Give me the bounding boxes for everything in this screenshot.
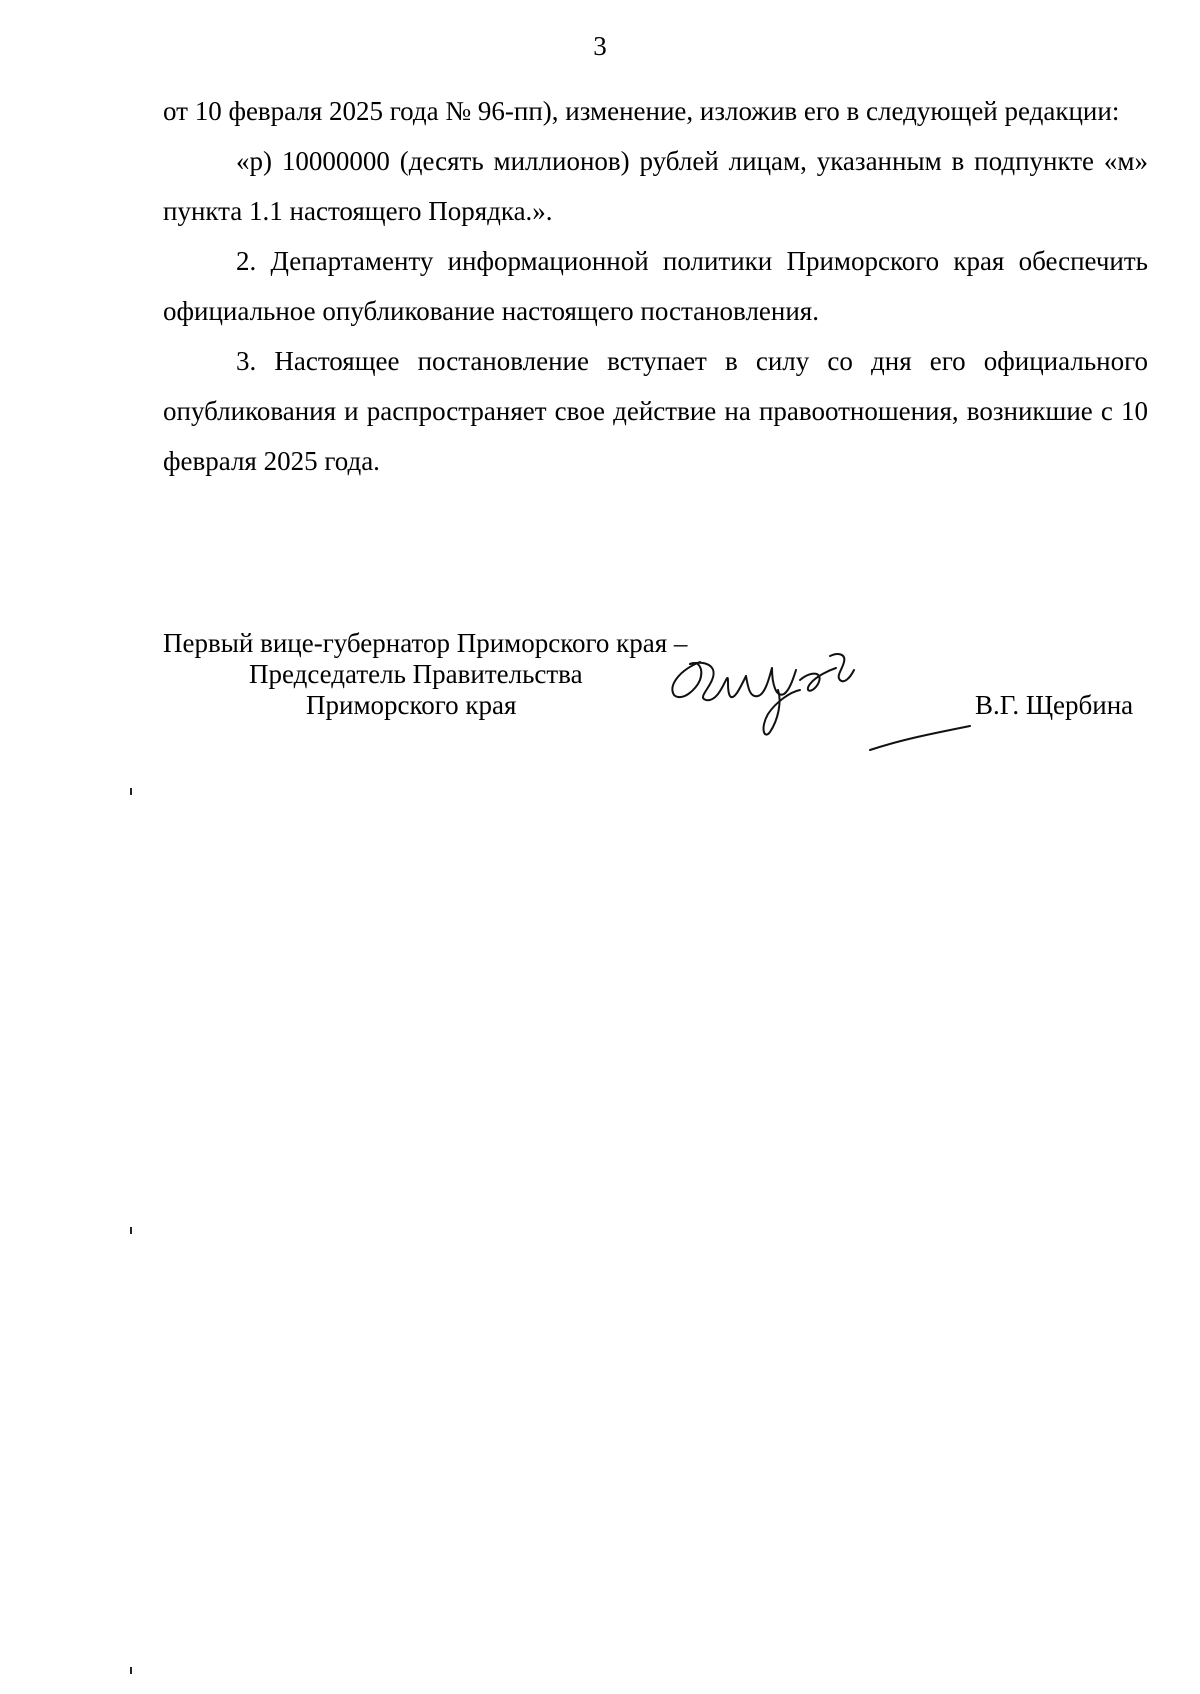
document-body xyxy=(163,86,1148,486)
scan-artifact xyxy=(130,1227,132,1234)
signatory-position xyxy=(163,628,687,721)
paragraph-amendment-text: «р) 10000000 (десять миллионов) рублей лицам, указанным в подпункте «м» пункта 1.1 настоящего Порядка.». xyxy=(163,146,1148,226)
paragraph-item-3: 3. Настоящее постановление вступает в силу со дня его официального опубликования и распространяет свое действие на правоотношения, возникшие с 10 февраля 2025 года. xyxy=(163,346,1148,476)
position-line-1: Первый вице-губернатор Приморского края – xyxy=(163,628,688,658)
paragraph-item-2: 2. Департаменту информационной политики Приморского края обеспечить официальное опубликование настоящего постановления. xyxy=(163,246,1148,326)
scan-artifact xyxy=(130,1667,132,1674)
handwritten-signature xyxy=(660,640,990,770)
page-number: 3 xyxy=(593,31,607,61)
position-line-2: Председатель Правительства xyxy=(249,659,583,689)
paragraph-amendment-intro: от 10 февраля 2025 года № 96-пп), изменение, изложив его в следующей редакции: xyxy=(163,96,1120,126)
position-line-3: Приморского края xyxy=(306,690,517,720)
signatory-name: В.Г. Щербина xyxy=(975,690,1134,720)
scan-artifact xyxy=(130,788,132,795)
